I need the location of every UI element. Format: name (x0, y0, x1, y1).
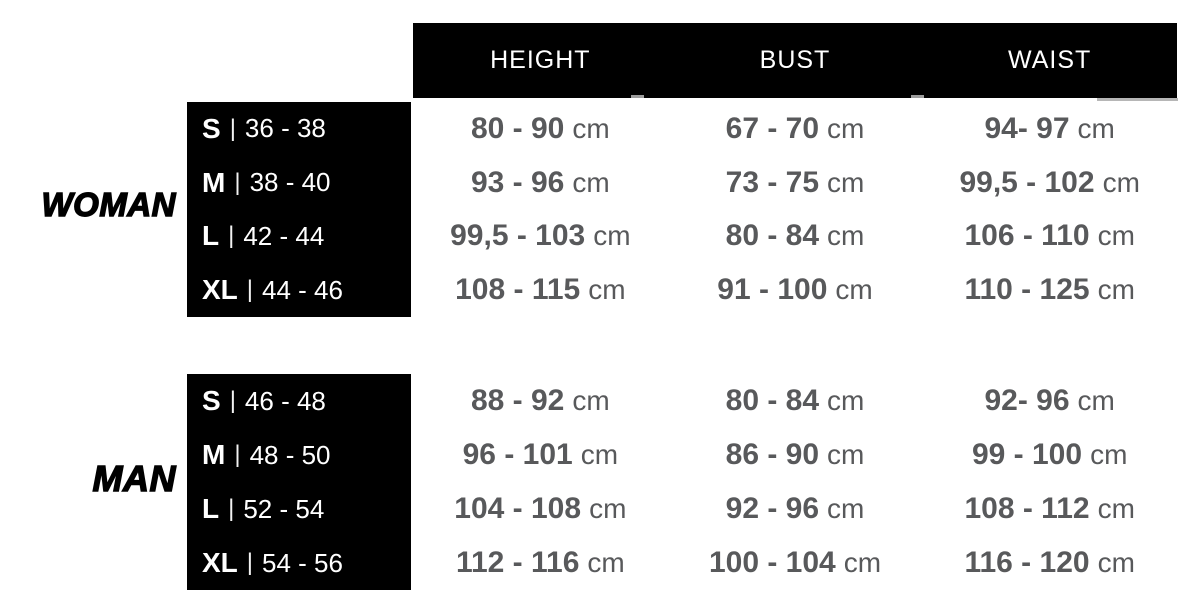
unit-label: cm (843, 547, 882, 578)
unit-label: cm (1097, 493, 1135, 524)
cell-woman-m-waist (922, 156, 1177, 210)
table-row (413, 210, 1177, 264)
value-text: 110 - 125 (964, 273, 1090, 307)
column-header-waist: WAIST (1008, 46, 1092, 74)
unit-label: cm (827, 493, 865, 524)
unit-label: cm (1097, 274, 1135, 306)
cell-man-s-waist (922, 374, 1177, 428)
table-row (413, 102, 1177, 156)
table-row (413, 482, 1177, 536)
size-letter: S (202, 385, 221, 416)
value-text: 92- 96 (984, 384, 1070, 417)
cell-man-m-bust (668, 428, 923, 482)
unit-label: cm (827, 385, 865, 416)
size-letter: XL (202, 274, 238, 306)
size-row-woman-l (187, 210, 411, 264)
unit-label: cm (593, 220, 631, 252)
value-text: 80 - 84 (725, 384, 820, 417)
unit-label: cm (1102, 166, 1140, 198)
value-text: 93 - 96 (470, 165, 565, 199)
unit-label: cm (588, 274, 626, 306)
table-row (413, 156, 1177, 210)
value-text: 96 - 101 (462, 438, 573, 471)
data-grid-man (413, 374, 1177, 590)
value-text: 112 - 116 (455, 546, 580, 579)
cell-man-s-bust (668, 374, 923, 428)
header-edge-artifact (1097, 98, 1178, 101)
cell-woman-s-waist (922, 102, 1177, 156)
size-box-woman (187, 102, 411, 317)
table-row (413, 374, 1177, 428)
cell-man-xl-height (413, 536, 668, 590)
unit-label: cm (1077, 112, 1115, 144)
value-text: 108 - 112 (964, 492, 1090, 525)
size-range: 52 - 54 (243, 493, 325, 524)
header-seam-notch (911, 95, 924, 98)
size-separator: | (246, 549, 254, 576)
unit-label: cm (835, 274, 873, 306)
value-text: 73 - 75 (725, 165, 820, 199)
cell-woman-l-bust (668, 210, 923, 264)
unit-label: cm (827, 220, 865, 252)
value-text: 104 - 108 (454, 492, 582, 525)
size-range: 38 - 40 (249, 167, 331, 198)
unit-label: cm (572, 112, 610, 144)
value-text: 67 - 70 (725, 111, 820, 145)
cell-woman-xl-waist (922, 263, 1177, 317)
column-header-bust: BUST (759, 46, 831, 74)
unit-label: cm (827, 112, 865, 144)
unit-label: cm (572, 385, 610, 416)
cell-man-xl-bust (668, 536, 923, 590)
cell-man-s-height (413, 374, 668, 428)
size-row-man-l (187, 482, 411, 536)
column-header-height: HEIGHT (490, 46, 591, 74)
size-row-man-xl (187, 536, 411, 590)
value-text: 92 - 96 (725, 492, 820, 525)
group-label-man: MAN (92, 458, 176, 499)
value-text: 99 - 100 (971, 438, 1083, 471)
value-text: 100 - 104 (708, 546, 836, 579)
size-range: 42 - 44 (243, 220, 325, 251)
value-text: 86 - 90 (725, 438, 820, 471)
cell-man-l-waist (922, 482, 1177, 536)
cell-woman-m-height (413, 156, 668, 210)
size-range: 54 - 56 (262, 547, 343, 578)
unit-label: cm (589, 493, 627, 524)
group-label-woman: WOMAN (41, 186, 176, 223)
unit-label: cm (827, 166, 865, 198)
table-header-bar (413, 23, 1177, 98)
unit-label: cm (827, 439, 865, 470)
size-letter: L (202, 493, 220, 524)
size-range: 44 - 46 (262, 274, 343, 305)
value-text: 80 - 90 (470, 111, 565, 145)
size-letter: L (202, 220, 220, 252)
cell-woman-l-height (413, 210, 668, 264)
cell-woman-xl-bust (668, 263, 923, 317)
cell-woman-s-bust (668, 102, 923, 156)
size-separator: | (234, 168, 241, 196)
size-letter: XL (202, 547, 238, 578)
size-range: 36 - 38 (244, 113, 326, 144)
size-separator: | (228, 495, 235, 522)
size-separator: | (246, 276, 254, 304)
unit-label: cm (580, 439, 619, 470)
unit-label: cm (1077, 385, 1115, 416)
size-row-woman-s (187, 102, 411, 156)
size-row-woman-m (187, 156, 411, 210)
value-text: 91 - 100 (717, 273, 828, 307)
cell-man-l-height (413, 482, 668, 536)
header-seam-notch (631, 95, 644, 98)
cell-man-l-bust (668, 482, 923, 536)
value-text: 94- 97 (984, 111, 1070, 145)
unit-label: cm (572, 166, 610, 198)
unit-label: cm (1097, 547, 1135, 578)
size-row-woman-xl (187, 263, 411, 317)
value-text: 99,5 - 103 (450, 219, 586, 253)
size-letter: M (202, 166, 226, 198)
value-text: 88 - 92 (470, 384, 565, 417)
table-row (413, 428, 1177, 482)
size-row-man-m (187, 428, 411, 482)
size-range: 48 - 50 (249, 439, 331, 470)
unit-label: cm (1090, 439, 1128, 470)
value-text: 116 - 120 (964, 546, 1090, 579)
size-separator: | (228, 222, 235, 250)
cell-woman-xl-height (413, 263, 668, 317)
size-letter: S (202, 112, 221, 144)
size-separator: | (229, 387, 236, 414)
value-text: 80 - 84 (725, 219, 820, 253)
value-text: 108 - 115 (455, 273, 581, 307)
cell-man-m-waist (922, 428, 1177, 482)
cell-woman-l-waist (922, 210, 1177, 264)
value-text: 99,5 - 102 (959, 165, 1095, 199)
value-text: 106 - 110 (964, 219, 1090, 253)
size-separator: | (234, 441, 241, 468)
cell-woman-s-height (413, 102, 668, 156)
table-row (413, 263, 1177, 317)
data-grid-woman (413, 102, 1177, 317)
table-row (413, 536, 1177, 590)
cell-man-m-height (413, 428, 668, 482)
size-letter: M (202, 439, 226, 470)
size-separator: | (229, 114, 236, 142)
unit-label: cm (587, 547, 625, 578)
cell-woman-m-bust (668, 156, 923, 210)
size-row-man-s (187, 374, 411, 428)
size-box-man (187, 374, 411, 590)
size-range: 46 - 48 (244, 385, 326, 416)
unit-label: cm (1097, 220, 1135, 252)
cell-man-xl-waist (922, 536, 1177, 590)
